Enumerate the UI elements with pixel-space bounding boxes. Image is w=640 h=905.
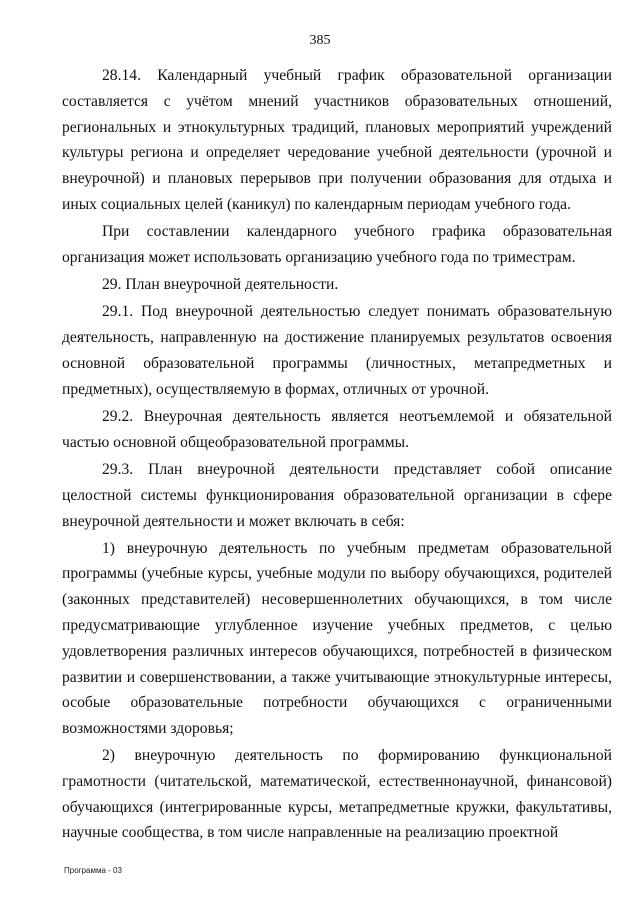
paragraph-29-1: 29.1. Под внеурочной деятельностью следует понимать образовательную деятельность, направленную на достижение планируемых результатов освоения основной образовательной программы (личностных, метапредметных и предметных), осуществляемую в формах, отличных от урочной. [62,303,612,398]
paragraph-28-14: 28.14. Календарный учебный график образовательной организации составляется с учётом мнений участников образовательных отношений, региональных и этнокультурных традиций, плановых мероприятий учреждений культуры региона и определяет чередование учебной деятельности (урочной и внеурочной) и плановых перерывов при получении образования для отдыха и иных социальных целей (каникул) по календарным периодам учебного года. [62,67,612,213]
paragraph-29-2: 29.2. Внеурочная деятельность является неотъемлемой и обязательной частью основной общеобразовательной программы. [62,407,612,451]
section-heading-29: 29. План внеурочной деятельности. [102,276,339,294]
page-number: 385 [309,33,331,48]
footer-program-label: Программа - 03 [64,866,122,875]
document-body [62,63,612,847]
paragraph-trimester: При составлении календарного учебного графика образовательная организация может использовать организацию учебного года по триместрам. [62,223,612,266]
list-item-2: 2) внеурочную деятельность по формированию функциональной грамотности (читательской, математической, естественнонаучной, финансовой) обучающихся (интегрированные курсы, метапредметные кружки, факультативы, научные сообщества, в том числе направленные на реализацию проектной [62,747,612,842]
list-item-1: 1) внеурочную деятельность по учебным предметам образовательной программы (учебные курсы, учебные модули по выбору обучающихся, родителей (законных представителей) несовершеннолетних обучающихся, в том числе предусматривающие углубленное изучение учебных предметов, с целью удовлетворения различных интересов обучающихся, потребностей в физическом развитии и совершенствовании, а также учитывающие этнокультурные интересы, особые образовательные потребности обучающихся с ограниченными возможностями здоровья; [62,539,612,738]
paragraph-29-3: 29.3. План внеурочной деятельности представляет собой описание целостной системы функционирования образовательной организации в сфере внеурочной деятельности и может включать в себя: [62,460,612,530]
